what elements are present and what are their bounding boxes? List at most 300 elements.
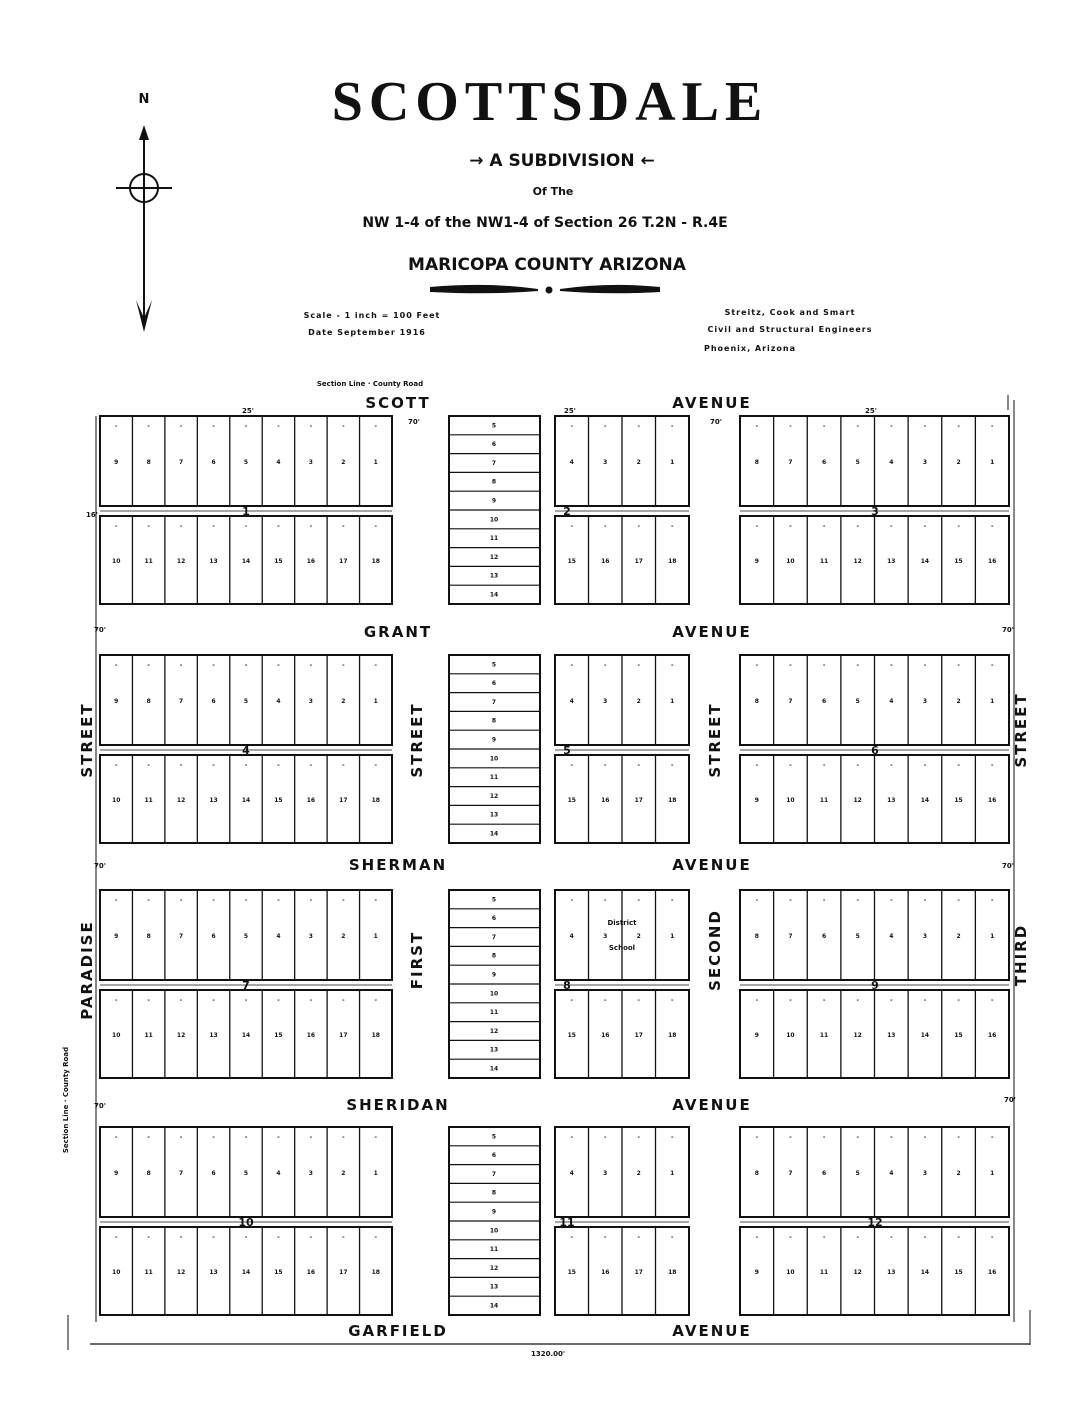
east-block-north-lot-number: 6 [821, 698, 827, 705]
west-block-north-lot-number: 4 [276, 1170, 281, 1177]
east-block-south-lot-width: - [923, 997, 927, 1004]
west-block-north-lot-width: - [342, 897, 345, 904]
avenue-suffix-sherman: AVENUE [672, 856, 752, 874]
dimension-street-width: 70' [94, 862, 106, 870]
east-block-south-lot-number: 11 [819, 1269, 829, 1276]
west-block-south-lot-width: - [309, 1234, 313, 1241]
strip-lot-number: 7 [491, 459, 497, 467]
west-block-north-lot-width: - [309, 662, 313, 669]
west-block-south-lot-width: - [114, 762, 118, 769]
strip-lot-number: 12 [489, 1264, 499, 1272]
avenue-name-scott: SCOTT [365, 394, 431, 412]
center-block-north-lot-width: - [604, 897, 607, 904]
west-block-south-lot-width: - [277, 523, 280, 530]
west-block-north-lot-number: 1 [373, 698, 378, 705]
center-block-south-lot-width: - [637, 523, 640, 530]
avenue-suffix-scott: AVENUE [672, 394, 752, 412]
west-block-south-lot-number: 17 [339, 1269, 348, 1276]
strip-lot-number: 5 [491, 661, 497, 669]
east-block-south-lot-number: 16 [988, 1032, 997, 1039]
west-block-south-lot-width: - [277, 762, 280, 769]
center-block-north-lot-width: - [570, 662, 573, 669]
east-block-south-lot-width: - [822, 997, 826, 1004]
strip-lot-number: 8 [491, 717, 497, 725]
strip-lot-number: 6 [491, 441, 497, 449]
west-block-north-lot-width: - [114, 423, 118, 430]
east-block-north-lot-number: 1 [990, 1170, 995, 1177]
west-block-south-lot-number: 11 [144, 558, 153, 565]
street-name-second: SECOND [706, 909, 724, 991]
west-block-south-lot-number: 11 [144, 1032, 153, 1039]
avenue-suffix-garfield: AVENUE [672, 1322, 752, 1340]
center-block-north-lot-number: 4 [569, 1170, 574, 1177]
east-block-north-lot-width: - [990, 897, 994, 904]
dimension-alley: 16' [86, 511, 98, 519]
strip-lot-number: 10 [489, 516, 499, 524]
east-block-south-lot-number: 16 [988, 1269, 997, 1276]
center-block-south-lot-width: - [604, 1234, 607, 1241]
east-block-south-lot-number: 14 [920, 558, 930, 565]
strip-lot-number: 11 [489, 535, 499, 543]
strip-lot-number: 9 [491, 971, 497, 979]
west-block-north-lot-width: - [342, 1134, 345, 1141]
center-block-north-lot-width: - [604, 1134, 607, 1141]
avenue-suffix-grant: AVENUE [672, 623, 752, 641]
east-block-south-lot-number: 12 [853, 558, 862, 565]
of-the-label: Of The [532, 185, 574, 198]
west-block-north-lot-number: 5 [243, 459, 249, 466]
west-block-north-lot-number: 1 [373, 459, 378, 466]
west-block-north-lot-width: - [147, 1134, 150, 1141]
east-block-south-lot-number: 9 [754, 1032, 759, 1039]
center-block-north-lot-width: - [604, 423, 607, 430]
east-block-north-lot-width: - [789, 897, 792, 904]
west-block-north-lot-number: 3 [308, 1170, 313, 1177]
east-block-south-lot-number: 9 [754, 558, 759, 565]
west-block-north-lot-number: 5 [243, 698, 249, 705]
west-block-north-lot-number: 7 [179, 698, 184, 705]
center-block-south-lot-number: 17 [634, 797, 643, 804]
east-block-south-lot-number: 16 [988, 797, 997, 804]
east-block-south-lot-number: 9 [754, 1269, 759, 1276]
school-label-top: District [607, 919, 637, 927]
east-block-north-lot-number: 8 [754, 1170, 759, 1177]
block-number: 12 [867, 1216, 883, 1229]
east-block-south-lot-number: 10 [786, 558, 795, 565]
center-block-south-lot-number: 17 [634, 1269, 643, 1276]
avenue-name-sheridan: SHERIDAN [346, 1096, 450, 1114]
east-block-north-lot-number: 6 [821, 1170, 827, 1177]
avenue-suffix-sheridan: AVENUE [672, 1096, 752, 1114]
east-block-north-lot-number: 1 [990, 933, 995, 940]
west-block-north-lot-width: - [179, 423, 183, 430]
west-block-north-lot-number: 3 [308, 698, 313, 705]
west-block-south-lot-number: 13 [209, 1032, 218, 1039]
strip-lot-number: 10 [489, 755, 499, 763]
east-block-north-lot-number: 5 [855, 1170, 860, 1177]
west-block-north-lot-width: - [114, 662, 118, 669]
center-block-north-lot-number: 3 [603, 459, 608, 466]
west-block-south-lot-width: - [179, 762, 183, 769]
north-label: N [138, 92, 150, 107]
west-block-north-lot-number: 9 [114, 459, 119, 466]
west-block-south-lot-width: - [342, 762, 345, 769]
block-number: 3 [871, 505, 879, 518]
east-block-north-lot-number: 1 [990, 459, 995, 466]
west-block-south-lot-number: 13 [209, 1269, 218, 1276]
west-block-north-lot-width: - [309, 423, 313, 430]
strip-lot-number: 14 [489, 591, 499, 599]
west-block-north-lot-width: - [374, 897, 378, 904]
center-block-north-lot-number: 1 [670, 698, 675, 705]
avenue-name-garfield: GARFIELD [348, 1322, 448, 1340]
east-block-south-lot-width: - [890, 1234, 893, 1241]
west-block-north-lot-width: - [342, 662, 345, 669]
east-block-north-lot-number: 7 [788, 1170, 793, 1177]
block-number: 4 [242, 744, 250, 757]
strip-lot-number: 14 [489, 1065, 499, 1073]
east-block-south-lot-width: - [890, 762, 893, 769]
east-block-south-lot-number: 13 [887, 1269, 896, 1276]
engineer-firm: Streitz, Cook and Smart [724, 308, 856, 317]
center-block-north-lot-number: 3 [603, 1170, 608, 1177]
strip-lot-number: 10 [489, 1227, 499, 1235]
east-block-south-lot-width: - [957, 523, 960, 530]
west-block-north-lot-width: - [114, 897, 118, 904]
strip-lot-number: 6 [491, 915, 497, 923]
east-block-north-lot-number: 7 [788, 933, 793, 940]
west-block-south-lot-number: 10 [112, 797, 121, 804]
east-block-north-lot-width: - [822, 423, 826, 430]
east-block-south-lot-width: - [990, 523, 994, 530]
west-block-north-lot-width: - [147, 423, 150, 430]
center-block-south-lot-number: 17 [634, 558, 643, 565]
center-block-north-lot-number: 3 [603, 933, 608, 940]
east-block-north-lot-number: 3 [922, 933, 928, 940]
east-block-north-lot-number: 6 [821, 933, 827, 940]
east-block-south-lot-width: - [755, 523, 759, 530]
east-block-south-lot-width: - [856, 997, 859, 1004]
east-block-north-lot-width: - [957, 662, 960, 669]
strip-lot-number: 11 [489, 774, 499, 782]
west-block-south-lot-number: 12 [176, 1032, 186, 1039]
strip-lot-number: 6 [491, 680, 497, 688]
center-block-north-lot-width: - [671, 1134, 674, 1141]
west-block-south-lot-number: 15 [274, 1032, 283, 1039]
west-block-north-lot-number: 3 [308, 933, 313, 940]
east-block-south-lot-width: - [890, 523, 893, 530]
east-block-north-lot-number: 8 [754, 698, 759, 705]
west-block-south-lot-number: 18 [371, 797, 380, 804]
east-block-north-lot-width: - [755, 662, 759, 669]
east-block-south-lot-width: - [822, 762, 826, 769]
east-block-south-lot-number: 12 [853, 797, 862, 804]
center-block-south-lot-number: 17 [634, 1032, 643, 1039]
east-block-south-lot-number: 16 [988, 558, 997, 565]
east-block-south-lot-width: - [856, 762, 859, 769]
center-block-south-lot-width: - [604, 762, 607, 769]
dimension-lot-width: 25' [865, 407, 877, 415]
west-block-north-lot-number: 4 [276, 933, 281, 940]
strip-lot-number: 8 [491, 478, 497, 486]
east-block-south-lot-number: 10 [786, 1269, 795, 1276]
west-block-south-lot-width: - [212, 1234, 215, 1241]
west-block-south-lot-width: - [374, 762, 378, 769]
west-block-north-lot-number: 5 [243, 933, 249, 940]
dimension-lot-width: 25' [564, 407, 576, 415]
east-block-north-lot-width: - [990, 1134, 994, 1141]
east-block-north-lot-width: - [923, 662, 927, 669]
center-block-north-lot-width: - [570, 1134, 573, 1141]
west-block-south-lot-width: - [147, 1234, 150, 1241]
west-block-south-lot-number: 14 [241, 797, 251, 804]
section-line-label-top: Section Line · County Road [316, 380, 424, 388]
east-block-south-lot-number: 11 [819, 558, 829, 565]
block-number: 9 [871, 979, 879, 992]
west-block-north-lot-number: 7 [179, 1170, 184, 1177]
ornament-left [430, 285, 538, 293]
school-label-bottom: School [608, 944, 636, 952]
west-block-north-lot-width: - [179, 897, 183, 904]
north-arrow-head [139, 125, 149, 140]
ornament-right [560, 285, 660, 293]
center-block-north-lot-number: 1 [670, 933, 675, 940]
east-block-north-lot-number: 2 [956, 459, 961, 466]
center-block-south-lot-number: 16 [601, 1032, 610, 1039]
west-block-north-lot-number: 6 [211, 1170, 216, 1177]
west-block-south-lot-width: - [309, 997, 313, 1004]
west-block-north-lot-number: 8 [146, 459, 151, 466]
west-block-north-lot-number: 5 [243, 1170, 249, 1177]
center-block-north-lot-number: 4 [569, 698, 574, 705]
west-block-south-lot-width: - [212, 523, 215, 530]
west-block-north-lot-width: - [277, 423, 280, 430]
east-block-south-lot-width: - [789, 762, 792, 769]
center-block-south-lot-width: - [570, 997, 573, 1004]
east-block-south-lot-number: 13 [887, 797, 896, 804]
west-block-south-lot-number: 17 [339, 797, 348, 804]
center-block-north-lot-number: 4 [569, 459, 574, 466]
block-number: 6 [871, 744, 879, 757]
east-block-south-lot-number: 9 [754, 797, 759, 804]
strip-lot-number: 13 [489, 572, 499, 580]
center-block-north-lot-width: - [637, 423, 640, 430]
strip-lot-number: 10 [489, 990, 499, 998]
east-block-north-lot-width: - [789, 423, 792, 430]
east-block-north-lot-width: - [990, 423, 994, 430]
east-block-north-lot-width: - [890, 423, 893, 430]
center-block-south-lot-number: 18 [668, 797, 677, 804]
east-block-north-lot-width: - [789, 1134, 792, 1141]
center-block-north-lot-number: 1 [670, 1170, 675, 1177]
strip-lot-number: 13 [489, 1046, 499, 1054]
east-block-north-lot-number: 1 [990, 698, 995, 705]
east-block-north-lot-width: - [923, 423, 927, 430]
west-block-north-lot-width: - [212, 1134, 215, 1141]
strip-lot-number: 13 [489, 811, 499, 819]
west-block-north-lot-width: - [212, 423, 215, 430]
east-block-south-lot-number: 11 [819, 797, 829, 804]
east-block-south-lot-width: - [789, 1234, 792, 1241]
east-block-north-lot-number: 7 [788, 698, 793, 705]
east-block-south-lot-width: - [856, 523, 859, 530]
west-block-north-lot-width: - [244, 423, 248, 430]
east-block-north-lot-width: - [822, 897, 826, 904]
center-block-north-lot-number: 3 [603, 698, 608, 705]
west-block-north-lot-number: 3 [308, 459, 313, 466]
east-block-north-lot-width: - [789, 662, 792, 669]
west-block-south-lot-number: 16 [306, 558, 316, 565]
west-block-north-lot-width: - [277, 897, 280, 904]
west-block-south-lot-number: 15 [274, 797, 283, 804]
center-block-south-lot-width: - [570, 762, 573, 769]
west-block-north-lot-width: - [114, 1134, 118, 1141]
street-suffix-second: STREET [706, 702, 724, 778]
avenue-name-grant: GRANT [363, 623, 433, 641]
east-block-north-lot-width: - [822, 662, 826, 669]
east-block-south-lot-width: - [957, 762, 960, 769]
west-block-north-lot-width: - [244, 662, 248, 669]
east-block-south-lot-width: - [755, 1234, 759, 1241]
west-block-north-lot-number: 8 [146, 698, 151, 705]
east-block-south-lot-width: - [789, 997, 792, 1004]
legal-description: NW 1-4 of the NW1-4 of Section 26 T.2N - R.4E [362, 215, 728, 231]
west-block-north-lot-number: 8 [146, 1170, 151, 1177]
east-block-south-lot-width: - [755, 997, 759, 1004]
east-block-north-lot-width: - [822, 1134, 826, 1141]
center-block-south-lot-number: 15 [567, 797, 576, 804]
block-number: 5 [563, 744, 571, 757]
center-block-north-lot-width: - [637, 662, 640, 669]
strip-lot-number: 7 [491, 933, 497, 941]
center-block-south-lot-width: - [570, 523, 573, 530]
block-number: 8 [563, 979, 571, 992]
west-block-south-lot-width: - [114, 997, 118, 1004]
center-block-south-lot-width: - [671, 997, 674, 1004]
strip-lot-number: 13 [489, 1283, 499, 1291]
west-block-north-lot-number: 7 [179, 459, 184, 466]
west-block-south-lot-number: 10 [112, 1269, 121, 1276]
block-number: 1 [242, 505, 250, 518]
strip-lot-number: 8 [491, 952, 497, 960]
scale-label: Scale - 1 inch = 100 Feet [303, 311, 441, 320]
west-block-south-lot-number: 16 [306, 797, 316, 804]
west-block-south-lot-width: - [147, 997, 150, 1004]
east-block-south-lot-width: - [822, 523, 826, 530]
east-block-south-lot-number: 13 [887, 1032, 896, 1039]
east-block-north-lot-width: - [856, 1134, 859, 1141]
west-block-south-lot-number: 18 [371, 1269, 380, 1276]
dimension-street-width: 70' [94, 1102, 106, 1110]
east-block-north-lot-width: - [755, 897, 759, 904]
east-block-north-lot-number: 3 [922, 698, 928, 705]
east-block-south-lot-number: 11 [819, 1032, 829, 1039]
west-block-north-lot-number: 2 [341, 1170, 346, 1177]
east-block-north-lot-number: 5 [855, 698, 860, 705]
strip-lot-number: 11 [489, 1009, 499, 1017]
west-block-south-lot-width: - [277, 1234, 280, 1241]
west-block-south-lot-width: - [244, 1234, 248, 1241]
east-block-north-lot-number: 4 [889, 698, 894, 705]
east-block-north-lot-width: - [957, 1134, 960, 1141]
east-block-south-lot-number: 14 [920, 1032, 930, 1039]
street-suffix-third: STREET [1012, 692, 1030, 768]
west-block-south-lot-width: - [212, 997, 215, 1004]
dimension-street-width: 70' [1002, 862, 1014, 870]
west-block-north-lot-number: 7 [179, 933, 184, 940]
center-block-south-lot-number: 16 [601, 797, 610, 804]
west-block-south-lot-number: 11 [144, 797, 153, 804]
east-block-south-lot-width: - [990, 1234, 994, 1241]
center-block-north-lot-width: - [570, 897, 573, 904]
strip-lot-number: 9 [491, 1208, 497, 1216]
east-block-north-lot-number: 6 [821, 459, 827, 466]
strip-lot-number: 12 [489, 792, 499, 800]
west-block-north-lot-number: 6 [211, 459, 216, 466]
center-block-south-lot-width: - [637, 1234, 640, 1241]
strip-lot-number: 8 [491, 1189, 497, 1197]
west-block-south-lot-number: 14 [241, 1269, 251, 1276]
strip-lot-number: 9 [491, 736, 497, 744]
west-block-south-lot-number: 17 [339, 558, 348, 565]
west-block-south-lot-width: - [114, 523, 118, 530]
center-block-north-lot-width: - [637, 897, 640, 904]
east-block-south-lot-width: - [990, 762, 994, 769]
east-block-north-lot-width: - [856, 662, 859, 669]
west-block-north-lot-width: - [244, 1134, 248, 1141]
center-block-south-lot-width: - [671, 523, 674, 530]
section-line-label: Section Line · County Road [62, 1046, 70, 1154]
west-block-north-lot-width: - [147, 897, 150, 904]
street-name-third: THIRD [1012, 923, 1030, 987]
west-block-south-lot-width: - [244, 523, 248, 530]
west-block-south-lot-number: 15 [274, 1269, 283, 1276]
center-block-south-lot-width: - [570, 1234, 573, 1241]
west-block-south-lot-number: 10 [112, 558, 121, 565]
west-block-north-lot-width: - [374, 662, 378, 669]
east-block-south-lot-width: - [890, 997, 893, 1004]
east-block-north-lot-width: - [957, 897, 960, 904]
west-block-south-lot-number: 16 [306, 1269, 316, 1276]
strip-lot-number: 7 [491, 1170, 497, 1178]
strip-lot-number: 12 [489, 1027, 499, 1035]
west-block-south-lot-number: 18 [371, 1032, 380, 1039]
east-block-south-lot-width: - [923, 1234, 927, 1241]
west-block-north-lot-number: 2 [341, 933, 346, 940]
west-block-north-lot-width: - [374, 1134, 378, 1141]
west-block-south-lot-width: - [342, 997, 345, 1004]
west-block-south-lot-width: - [309, 762, 313, 769]
west-block-north-lot-number: 6 [211, 698, 216, 705]
east-block-north-lot-number: 5 [855, 933, 860, 940]
county-label: MARICOPA COUNTY ARIZONA [408, 255, 686, 275]
east-block-south-lot-number: 10 [786, 1032, 795, 1039]
east-block-south-lot-width: - [957, 997, 960, 1004]
west-block-north-lot-number: 9 [114, 933, 119, 940]
subtitle: → A SUBDIVISION ← [469, 151, 655, 171]
east-block-south-lot-width: - [755, 762, 759, 769]
center-block-north-lot-width: - [671, 897, 674, 904]
west-block-south-lot-number: 15 [274, 558, 283, 565]
dimension-street-width: 70' [408, 418, 420, 426]
west-block-south-lot-width: - [309, 523, 313, 530]
dimension-section-total: 1320.00' [530, 1350, 566, 1358]
center-block-south-lot-width: - [671, 1234, 674, 1241]
engineer-title: Civil and Structural Engineers [707, 325, 873, 334]
east-block-north-lot-number: 3 [922, 459, 928, 466]
center-block-north-lot-number: 2 [636, 933, 641, 940]
west-block-south-lot-number: 14 [241, 1032, 251, 1039]
